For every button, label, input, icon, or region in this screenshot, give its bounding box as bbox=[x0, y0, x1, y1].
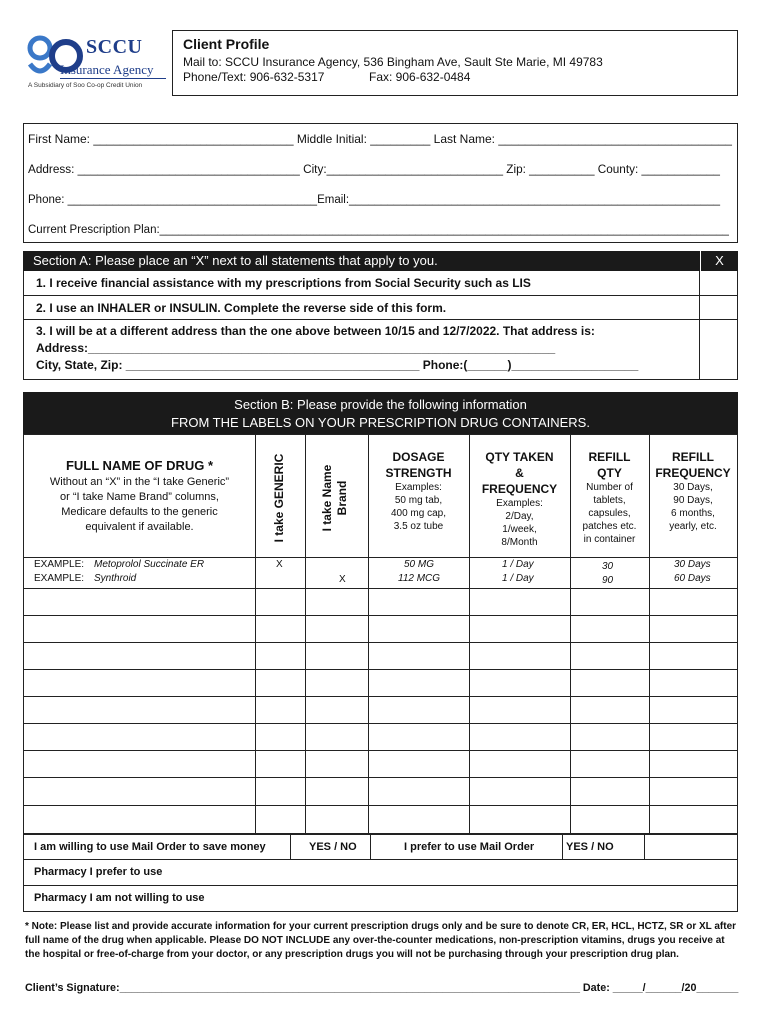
col-divider bbox=[562, 835, 563, 859]
col-divider bbox=[255, 435, 256, 833]
section-a-item-1-text: 1. I receive financial assistance with my prescriptions from Social Security such as LIS bbox=[36, 276, 531, 290]
col-refill-title-2: QTY bbox=[597, 466, 622, 480]
col-qty-header bbox=[469, 449, 570, 549]
example-2-label: EXAMPLE: bbox=[34, 573, 85, 584]
col-drug-desc-3: Medicare defaults to the generic bbox=[61, 506, 218, 518]
col-dosage-title-1: DOSAGE bbox=[392, 450, 445, 464]
section-a-item-3-address[interactable]: Address:______________________________________________________________________ bbox=[36, 341, 556, 355]
col-qty-ex-2: 2/Day, bbox=[505, 511, 534, 522]
col-dosage-ex-2: 50 mg tab, bbox=[394, 495, 443, 506]
sccu-logo bbox=[26, 34, 171, 94]
col-drug-desc-2: or “I take Name Brand” columns, bbox=[60, 491, 219, 503]
col-refill-frequency-header bbox=[649, 449, 737, 533]
phone-email-line[interactable]: Phone: _______________________________________Email:__________________________________________________________ bbox=[28, 194, 720, 206]
col-drug-desc-1: Without an “X” in the “I take Generic” bbox=[49, 476, 230, 488]
col-brand-line-1: I take Name bbox=[320, 464, 334, 532]
header-row-divider bbox=[24, 557, 737, 558]
col-dosage-ex-3: 400 mg cap, bbox=[390, 508, 447, 519]
logo-tagline: A Subsidiary of Soo Co-op Credit Union bbox=[28, 82, 143, 89]
fax-number: Fax: 906-632-0484 bbox=[369, 70, 471, 84]
col-divider bbox=[290, 835, 291, 859]
example-2-drug: Synthroid bbox=[94, 573, 137, 584]
example-1-label: EXAMPLE: bbox=[34, 559, 85, 570]
section-a-item-2 bbox=[23, 296, 738, 320]
example-2-dosage: 112 MCG bbox=[398, 573, 441, 584]
col-freq-title-1: REFILL bbox=[672, 450, 714, 464]
pharmacy-not-label: Pharmacy I am not willing to use bbox=[34, 892, 205, 904]
mail-to-line: Mail to: SCCU Insurance Agency, 536 Bingham Ave, Sault Ste Marie, MI 49783 bbox=[183, 55, 603, 69]
pharmacy-prefer-label: Pharmacy I prefer to use bbox=[34, 866, 163, 878]
section-a-checkbox-1[interactable] bbox=[699, 271, 737, 295]
col-dosage-ex-4: 3.5 oz tube bbox=[393, 521, 444, 532]
example-2-qty: 1 / Day bbox=[502, 573, 534, 584]
col-divider bbox=[370, 835, 371, 859]
col-drug-desc-4: equivalent if available. bbox=[85, 521, 194, 533]
col-refill-ex-3: capsules, bbox=[588, 508, 631, 519]
col-qty-title-3: FREQUENCY bbox=[481, 482, 558, 496]
client-info-box bbox=[23, 123, 738, 243]
example-1-drug: Metoprolol Succinate ER bbox=[94, 559, 205, 570]
mail-order-row bbox=[23, 834, 738, 860]
col-refill-ex-1: Number of bbox=[586, 482, 633, 493]
pharmacy-prefer-row[interactable] bbox=[23, 860, 738, 886]
section-a-header bbox=[23, 251, 738, 271]
header-box bbox=[172, 30, 738, 96]
col-generic-header: I take GENERIC bbox=[272, 453, 286, 543]
row-divider bbox=[24, 642, 737, 643]
col-drug-name-header bbox=[24, 457, 255, 535]
col-freq-ex-1: 30 Days, bbox=[673, 482, 713, 493]
address-line[interactable]: Address: __________________________________ City:___________________________ Zip: __________ County: ____________ bbox=[28, 163, 720, 176]
section-a-item-3-city[interactable]: City, State, Zip: ____________________________________________ Phone:(______)___________________ bbox=[36, 358, 639, 372]
col-refill-qty-header bbox=[570, 449, 649, 546]
drug-table bbox=[23, 434, 738, 834]
mail-order-willing: I am willing to use Mail Order to save money bbox=[34, 841, 266, 853]
col-brand-header bbox=[320, 438, 352, 558]
col-refill-title-1: REFILL bbox=[588, 450, 631, 464]
row-divider bbox=[24, 777, 737, 778]
logo-subtitle: Insurance Agency bbox=[60, 62, 154, 77]
section-a-item-1 bbox=[23, 271, 738, 296]
section-a-item-2-text: 2. I use an INHALER or INSULIN. Complete the reverse side of this form. bbox=[36, 301, 447, 315]
section-a-item-3-text: 3. I will be at a different address than the one above between 10/15 and 12/7/2022. That address is: bbox=[36, 324, 595, 338]
logo-name: SCCU bbox=[86, 36, 143, 58]
example-1-generic: X bbox=[276, 559, 283, 570]
row-divider bbox=[24, 723, 737, 724]
section-b-header bbox=[23, 392, 738, 434]
note-line-1: * Note: Please list and provide accurate information for your current prescription drugs only and be sure to denote CR, ER, HCL, HCTZ, SR or XL after bbox=[25, 921, 737, 932]
row-divider bbox=[24, 805, 737, 806]
mail-order-yes-no-1[interactable]: YES / NO bbox=[309, 841, 357, 853]
col-divider bbox=[644, 835, 645, 859]
col-qty-ex-4: 8/Month bbox=[501, 537, 538, 548]
pharmacy-not-row[interactable] bbox=[23, 886, 738, 912]
example-1-dosage: 50 MG bbox=[404, 559, 435, 570]
logo-underline bbox=[60, 78, 166, 79]
name-line[interactable]: First Name: ______________________________ Middle Initial: _________ Last Name: ___________________________________ bbox=[28, 132, 732, 146]
phone-text: Phone/Text: 906-632-5317 bbox=[183, 70, 325, 84]
col-divider bbox=[305, 435, 306, 833]
col-qty-ex-1: Examples: bbox=[496, 498, 543, 509]
signature-line[interactable]: Client’s Signature:_____________________________________________________________________________ Date: _____/______/20_______ bbox=[25, 982, 739, 994]
section-a-checkbox-3[interactable] bbox=[699, 320, 737, 379]
col-freq-title-2: FREQUENCY bbox=[655, 466, 731, 480]
col-qty-title-1: QTY TAKEN bbox=[485, 450, 554, 464]
section-a-title: Section A: Please place an “X” next to all statements that apply to you. bbox=[33, 253, 438, 268]
col-freq-ex-3: 6 months, bbox=[671, 508, 715, 519]
section-b-title-1: Section B: Please provide the following information bbox=[234, 397, 527, 412]
mail-order-yes-no-2[interactable]: YES / NO bbox=[566, 841, 614, 853]
row-divider bbox=[24, 696, 737, 697]
section-a-x-label: X bbox=[700, 251, 738, 271]
note-text bbox=[25, 920, 740, 962]
col-brand-line-2: Brand bbox=[335, 480, 349, 516]
example-2-refill: 90 bbox=[602, 575, 614, 586]
col-qty-ex-3: 1/week, bbox=[502, 524, 537, 535]
row-divider bbox=[24, 750, 737, 751]
col-freq-ex-4: yearly, etc. bbox=[669, 521, 717, 532]
example-2-freq: 60 Days bbox=[674, 573, 711, 584]
note-line-3: the hospital or free-of-charge from your doctor, or any prescription drugs you will not be purchasing through your prescription drug plan. bbox=[25, 949, 679, 960]
prefer-mail-order: I prefer to use Mail Order bbox=[404, 841, 535, 853]
section-a-checkbox-2[interactable] bbox=[699, 296, 737, 319]
row-divider bbox=[24, 669, 737, 670]
section-b-title-2: FROM THE LABELS ON YOUR PRESCRIPTION DRUG CONTAINERS. bbox=[171, 415, 590, 430]
form-title: Client Profile bbox=[183, 36, 270, 52]
col-dosage-ex-1: Examples: bbox=[395, 482, 442, 493]
col-refill-ex-5: in container bbox=[583, 534, 636, 545]
col-dosage-header bbox=[368, 449, 469, 533]
example-2-brand: X bbox=[339, 574, 346, 585]
col-refill-ex-4: patches etc. bbox=[582, 521, 637, 532]
col-drug-title: FULL NAME OF DRUG * bbox=[65, 458, 214, 473]
col-qty-title-2: & bbox=[515, 466, 524, 480]
note-line-2: full name of the drug when applicable. Please DO NOT INCLUDE any over-the-counter medications, non-prescription vitamins, drugs you receive at bbox=[25, 935, 725, 946]
example-row-divider bbox=[24, 588, 737, 589]
prescription-plan-line[interactable]: Current Prescription Plan:_________________________________________________________________________________________ bbox=[28, 224, 729, 236]
example-1-freq: 30 Days bbox=[674, 559, 711, 570]
col-dosage-title-2: STRENGTH bbox=[385, 466, 452, 480]
col-refill-ex-2: tablets, bbox=[593, 495, 626, 506]
example-1-qty: 1 / Day bbox=[502, 559, 534, 570]
row-divider bbox=[24, 615, 737, 616]
example-1-refill: 30 bbox=[602, 561, 614, 572]
section-a-item-3 bbox=[23, 320, 738, 380]
col-freq-ex-2: 90 Days, bbox=[673, 495, 713, 506]
